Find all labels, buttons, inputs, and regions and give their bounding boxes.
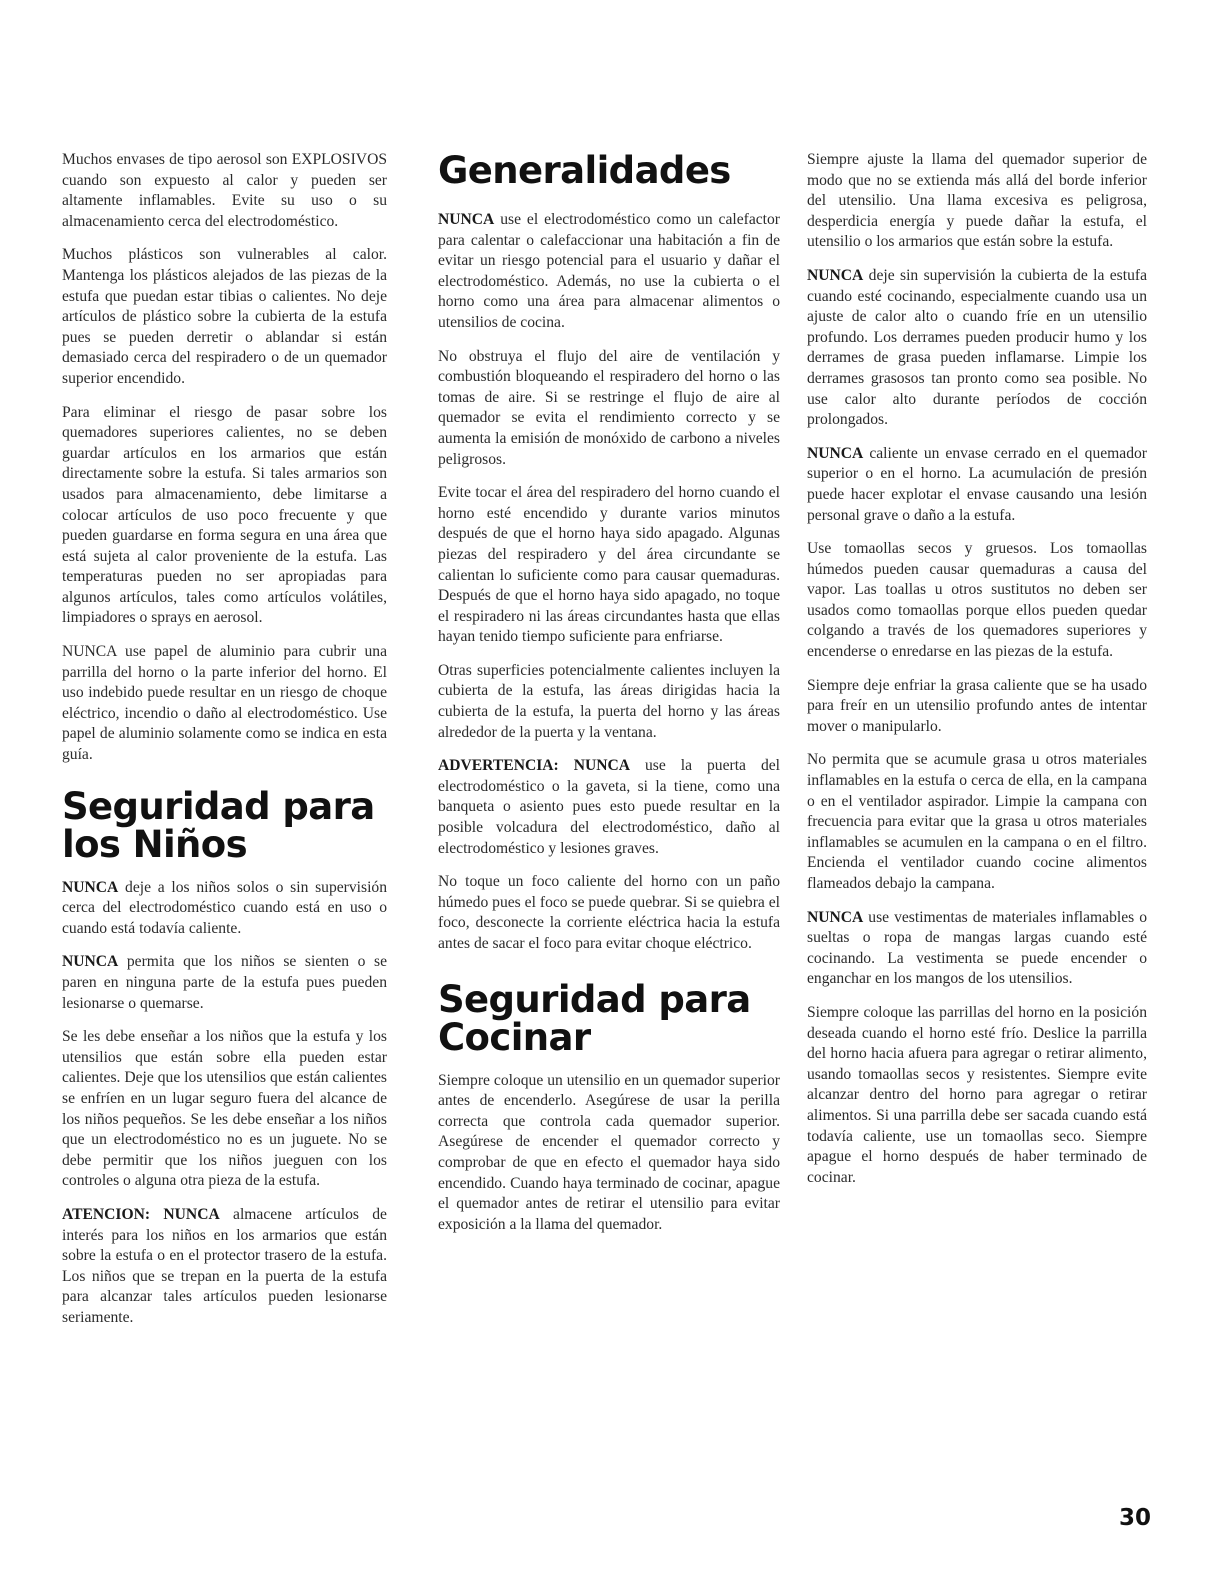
heading-general: Generalidades xyxy=(438,149,731,192)
page-number: 30 xyxy=(1118,1505,1151,1531)
paragraph-oven-bulb: No toque un foco caliente del horno con un paño húmedo pues el foco se puede quebrar. Si se quiebra el foco, desconecte la corriente eléctrica hacia la estufa antes de sacar el foco para evitar choque eléctrico. xyxy=(438,873,780,952)
column-right xyxy=(807,150,1147,1201)
lead-atencion: ATENCION: NUNCA xyxy=(62,1205,220,1223)
paragraph-potholders: Use tomaollas secos y gruesos. Los tomaollas húmedos pueden causar quemaduras a causa del vapor. Las toallas u otros sustitutos no deben ser usados como tomaollas porque ellos pueden quedar colgando a través de los quemadores superiores y encenderse o enredarse en las piezas de la estufa. xyxy=(807,540,1147,661)
paragraph-teach-children: Se les debe enseñar a los niños que la estufa y los utensilios que están sobre ella pueden estar calientes. Deje que los utensilios que están calientes se enfríen en un lugar seguro fuera del alcance de los niños pequeños. Se les debe enseñar a los niños que un electrodoméstico no es un juguete. No se debe permitir que los niños jueguen con los controles o alguna otra pieza de la estufa. xyxy=(62,1028,387,1190)
paragraph-text: use la puerta del electrodoméstico o la gaveta, si la tiene, como una banqueta o asiento pues esto puede resultar en la posible volcadura del electrodoméstico, daño al electrodoméstico y lesiones graves. xyxy=(438,757,780,857)
paragraph-airflow: No obstruya el flujo del aire de ventilación y combustión bloqueando el respiradero del horno o las tomas de aire. Si se restringe el flujo de aire al quemador se evita el rendimiento correcto y se aumenta la emisión de monóxido de carbono a niveles peligrosos. xyxy=(438,347,780,468)
lead-nunca: NUNCA xyxy=(807,444,864,462)
paragraph-text: almacene artículos de interés para los niños en los armarios que están sobre la estufa o en el protector trasero de la estufa. Los niños que se trepan en la puerta de la estufa para alcanzar tales artículos pueden lesionarse seriamente. xyxy=(62,1205,387,1326)
paragraph-hot-surfaces: Otras superficies potencialmente calientes incluyen la cubierta de la estufa, las áreas dirigidas hacia la cubierta de la estufa, la puerta del horno y las áreas alrededor de la puerta y la ventana. xyxy=(438,661,780,741)
paragraph-text: caliente un envase cerrado en el quemador superior o en el horno. La acumulación de presión puede hacer explotar el envase causando una lesión personal grave o daño a la estufa. xyxy=(807,444,1147,524)
paragraph-vent: Evite tocar el área del respiradero del horno cuando el horno esté encendido y durante varios minutos después de que el horno haya sido apagado. Algunas piezas del respiradero y del área circundante se calientan lo suficiente como para causar quemaduras. Después de que el horno haya sido apagado, no toque el respiradero ni las áreas circundantes hasta que ellas hayan tenido tiempo suficiente para enfriarse. xyxy=(438,484,780,646)
paragraph-oven-racks: Siempre coloque las parrillas del horno en la posición deseada cuando el horno esté frío. Deslice la parrilla del horno hacia afuera para agregar o retirar alimento, usando tomaollas secos y resistentes. Siempre evite alcanzar dentro del horno para agregar o retirar alimentos. Si una parrilla debe ser sacada cuando está todavía caliente, use un tomaollas seco. Siempre apague el horno después de haber terminado de cocinar. xyxy=(807,1003,1147,1186)
paragraph-atencion xyxy=(62,1205,387,1329)
paragraph-plastics: Muchos plásticos son vulnerables al calor. Mantenga los plásticos alejados de las piezas de la estufa que puedan estar tibias o calientes. No deje artículos de plástico sobre la cubierta de la estufa pues se pueden derretir o ablandar si están demasiado cerca del respiradero o de un quemador superior encendido. xyxy=(62,246,387,387)
paragraph-heater xyxy=(438,210,780,334)
paragraph-advertencia xyxy=(438,756,780,859)
paragraph-text: permita que los niños se sienten o se paren en ninguna parte de la estufa pues pueden lesionarse o quemarse. xyxy=(62,953,387,1012)
heading-child-safety: Seguridad para los Niños xyxy=(62,784,375,866)
paragraph-children-sit xyxy=(62,952,387,1014)
paragraph-clothing xyxy=(807,908,1147,990)
heading-cooking-safety: Seguridad para Cocinar xyxy=(438,977,751,1059)
paragraph-cabinets: Para eliminar el riesgo de pasar sobre los quemadores superiores calientes, no se deben guardar artículos en los armarios que están directamente sobre la estufa. Si tales armarios son usados para almacenamiento, debe limitarse a colocar artículos de uso poco frecuente y que pueden guardarse en forma segura en una área que está sujeta al calor proveniente de la estufa. Las temperaturas pueden no ser apropiadas para algunos artículos, tales como artículos volátiles, limpiadores o sprays en aerosol. xyxy=(62,403,387,627)
paragraph-hood: No permita que se acumule grasa u otros materiales inflamables en la estufa o cerca de ella, en la campana o en el ventilador aspirador. Limpie la campana con frecuencia para evitar que la grasa u otros materiales inflamables se acumulen en la campana o en el filtro. Encienda el ventilador cuando cocine alimentos flameados debajo la campana. xyxy=(807,751,1147,892)
column-left xyxy=(62,150,387,1342)
lead-nunca: NUNCA xyxy=(807,266,864,284)
paragraph-text: deje a los niños solos o sin supervisión cerca del electrodoméstico cuando está en uso o cuando está todavía caliente. xyxy=(62,878,387,937)
paragraph-children-alone xyxy=(62,878,387,940)
lead-nunca: NUNCA xyxy=(438,211,495,228)
lead-nunca: NUNCA xyxy=(807,908,864,926)
paragraph-text: deje sin supervisión la cubierta de la estufa cuando esté cocinando, especialmente cuando usa un ajuste de calor alto o cuando fríe en un utensilio profundo. Los derrames pueden producir humo y los derrames de grasa pueden inflamarse. Limpie los derrames grasosos tan pronto como sea posible. No use calor alto durante períodos de cocción prolongados. xyxy=(807,266,1147,429)
column-middle xyxy=(438,150,780,1248)
lead-nunca: NUNCA xyxy=(62,878,119,896)
paragraph-flame: Siempre ajuste la llama del quemador superior de modo que no se extienda más allá del borde inferior del utensilio. Una llama excesiva es peligrosa, desperdicia energía y puede dañar la estufa, el utensilio o los armarios que están sobre la estufa. xyxy=(807,151,1147,251)
paragraph-aerosol: Muchos envases de tipo aerosol son EXPLOSIVOS cuando son expuesto al calor y pueden ser altamente inflamables. Evite su uso o su almacenamiento cerca del electrodoméstico. xyxy=(62,151,387,230)
paragraph-aluminum-foil: NUNCA use papel de aluminio para cubrir una parrilla del horno o la parte inferior del horno. El uso indebido puede resultar en un riesgo de choque eléctrico, incendio o daño al electrodoméstico. Use papel de aluminio solamente como se indica en esta guía. xyxy=(62,643,387,764)
paragraph-burner: Siempre coloque un utensilio en un quemador superior antes de encenderlo. Asegúrese de usar la perilla correcta que controla cada quemador superior. Asegúrese de encender el quemador correcto y comprobar de que en efecto el quemador haya sido encendido. Cuando haya terminado de cocinar, apague el quemador antes de retirar el utensilio para evitar exposición a la llama del quemador. xyxy=(438,1071,780,1233)
paragraph-text: use vestimentas de materiales inflamables o sueltas o ropa de mangas largas cuando esté cocinando. La vestimenta se puede encender o enganchar en los mangos de los utensilios. xyxy=(807,908,1147,988)
lead-nunca: NUNCA xyxy=(62,953,119,971)
paragraph-grease-cool: Siempre deje enfriar la grasa caliente que se ha usado para freír en un utensilio profundo antes de intentar mover o manipularlo. xyxy=(807,676,1147,735)
paragraph-closed-container xyxy=(807,444,1147,526)
paragraph-text: use el electrodoméstico como un calefactor para calentar o calefaccionar una habitación a fin de evitar un riesgo potencial para el usuario y dañar el electrodoméstico. Además, no use la cubierta o el horno como una área para almacenar alimentos o utensilios de cocina. xyxy=(438,211,780,331)
paragraph-unattended xyxy=(807,266,1147,431)
lead-advertencia: ADVERTENCIA: NUNCA xyxy=(438,757,631,775)
